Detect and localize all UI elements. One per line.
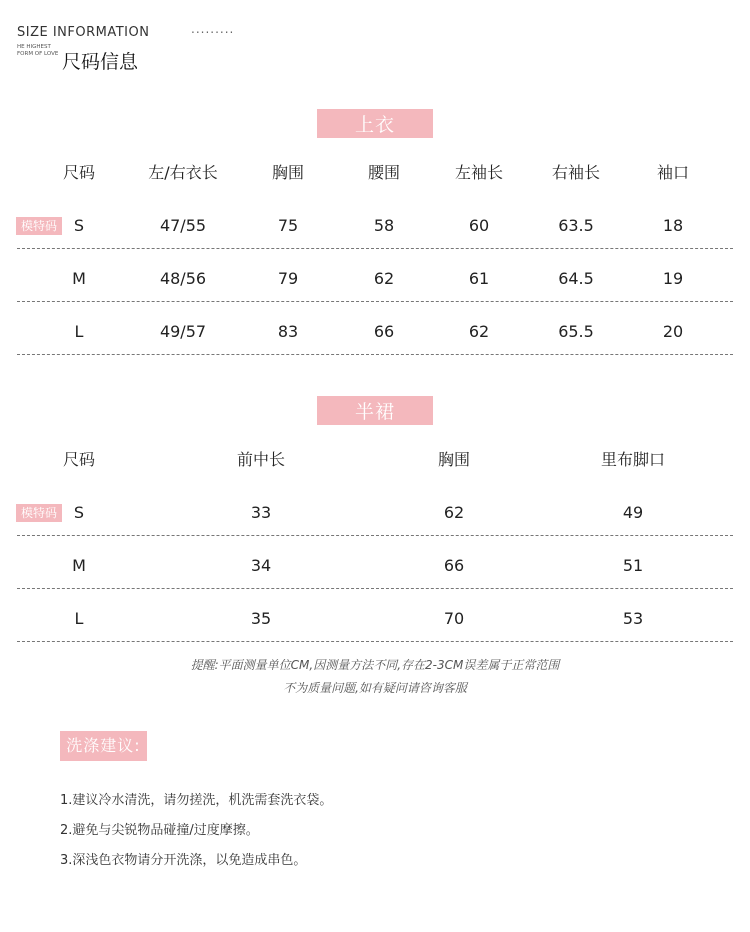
header-dots: ......... bbox=[191, 22, 235, 36]
table-row bbox=[0, 605, 750, 633]
top-m-chest: 79 bbox=[277, 269, 299, 288]
top-col-cuff: 袖口 bbox=[656, 163, 690, 182]
divider bbox=[17, 535, 733, 536]
top-col-waist: 腰围 bbox=[367, 163, 401, 182]
top-l-size: L bbox=[74, 322, 84, 341]
skirt-l-front-length: 35 bbox=[250, 609, 272, 628]
top-m-right-sleeve: 64.5 bbox=[558, 269, 594, 288]
divider bbox=[17, 354, 733, 355]
top-l-length: 49/57 bbox=[159, 322, 207, 341]
top-col-left-sleeve: 左袖长 bbox=[454, 163, 504, 182]
top-l-cuff: 20 bbox=[662, 322, 684, 341]
table-row bbox=[0, 212, 750, 240]
skirt-section-title: 半裙 bbox=[317, 396, 433, 425]
skirt-col-lining-hem: 里布脚口 bbox=[600, 450, 666, 469]
table-row bbox=[0, 265, 750, 293]
table-row bbox=[0, 499, 750, 527]
header-title-en: SIZE INFORMATION bbox=[17, 25, 150, 40]
top-s-right-sleeve: 63.5 bbox=[558, 216, 594, 235]
top-col-size: 尺码 bbox=[62, 163, 96, 182]
skirt-model-size-badge: 模特码 bbox=[16, 504, 62, 522]
top-s-left-sleeve: 60 bbox=[468, 216, 490, 235]
top-col-chest: 胸围 bbox=[271, 163, 305, 182]
wash-advice-title: 洗涤建议: bbox=[60, 731, 147, 761]
table-row bbox=[0, 552, 750, 580]
wash-advice-item-1: 1.建议冷水清洗，请勿搓洗，机洗需套洗衣袋。 bbox=[60, 793, 333, 808]
top-m-cuff: 19 bbox=[662, 269, 684, 288]
skirt-col-front-length: 前中长 bbox=[236, 450, 286, 469]
top-model-size-badge: 模特码 bbox=[16, 217, 62, 235]
top-s-size: S bbox=[73, 216, 85, 235]
skirt-s-front-length: 33 bbox=[250, 503, 272, 522]
top-s-length: 47/55 bbox=[159, 216, 207, 235]
table-row bbox=[0, 318, 750, 346]
top-section-title: 上衣 bbox=[317, 109, 433, 138]
skirt-col-chest: 胸围 bbox=[437, 450, 471, 469]
measurement-note-line1: 提醒:平面测量单位CM,因测量方法不同,存在2-3CM误差属于正常范围 bbox=[190, 658, 560, 672]
top-m-left-sleeve: 61 bbox=[468, 269, 490, 288]
page-title: 尺码信息 bbox=[62, 51, 139, 73]
header-subtitle-line1: HE HIGHEST bbox=[17, 44, 51, 50]
top-m-waist: 62 bbox=[373, 269, 395, 288]
top-l-left-sleeve: 62 bbox=[468, 322, 490, 341]
skirt-m-front-length: 34 bbox=[250, 556, 272, 575]
header-subtitle-line2: FORM OF LOVE bbox=[17, 51, 59, 57]
top-s-chest: 75 bbox=[277, 216, 299, 235]
top-m-length: 48/56 bbox=[159, 269, 207, 288]
skirt-m-chest: 66 bbox=[443, 556, 465, 575]
skirt-l-chest: 70 bbox=[443, 609, 465, 628]
skirt-l-lining-hem: 53 bbox=[622, 609, 644, 628]
divider bbox=[17, 588, 733, 589]
top-col-length: 左/右衣长 bbox=[148, 163, 218, 182]
wash-advice-item-2: 2.避免与尖锐物品碰撞/过度摩擦。 bbox=[60, 823, 259, 838]
wash-advice-item-3: 3.深浅色衣物请分开洗涤，以免造成串色。 bbox=[60, 853, 307, 868]
measurement-note-line2: 不为质量问题,如有疑问请咨询客服 bbox=[283, 681, 467, 695]
top-m-size: M bbox=[72, 269, 86, 288]
top-s-cuff: 18 bbox=[662, 216, 684, 235]
skirt-s-size: S bbox=[73, 503, 85, 522]
top-table-header bbox=[0, 159, 750, 187]
skirt-l-size: L bbox=[74, 609, 84, 628]
divider bbox=[17, 301, 733, 302]
skirt-s-lining-hem: 49 bbox=[622, 503, 644, 522]
skirt-col-size: 尺码 bbox=[62, 450, 96, 469]
skirt-table-header bbox=[0, 446, 750, 474]
header-subtitle bbox=[17, 44, 58, 58]
divider bbox=[17, 248, 733, 249]
skirt-m-lining-hem: 51 bbox=[622, 556, 644, 575]
skirt-s-chest: 62 bbox=[443, 503, 465, 522]
skirt-m-size: M bbox=[72, 556, 86, 575]
divider bbox=[17, 641, 733, 642]
top-l-waist: 66 bbox=[373, 322, 395, 341]
top-s-waist: 58 bbox=[373, 216, 395, 235]
top-l-right-sleeve: 65.5 bbox=[558, 322, 594, 341]
top-l-chest: 83 bbox=[277, 322, 299, 341]
top-col-right-sleeve: 右袖长 bbox=[551, 163, 601, 182]
